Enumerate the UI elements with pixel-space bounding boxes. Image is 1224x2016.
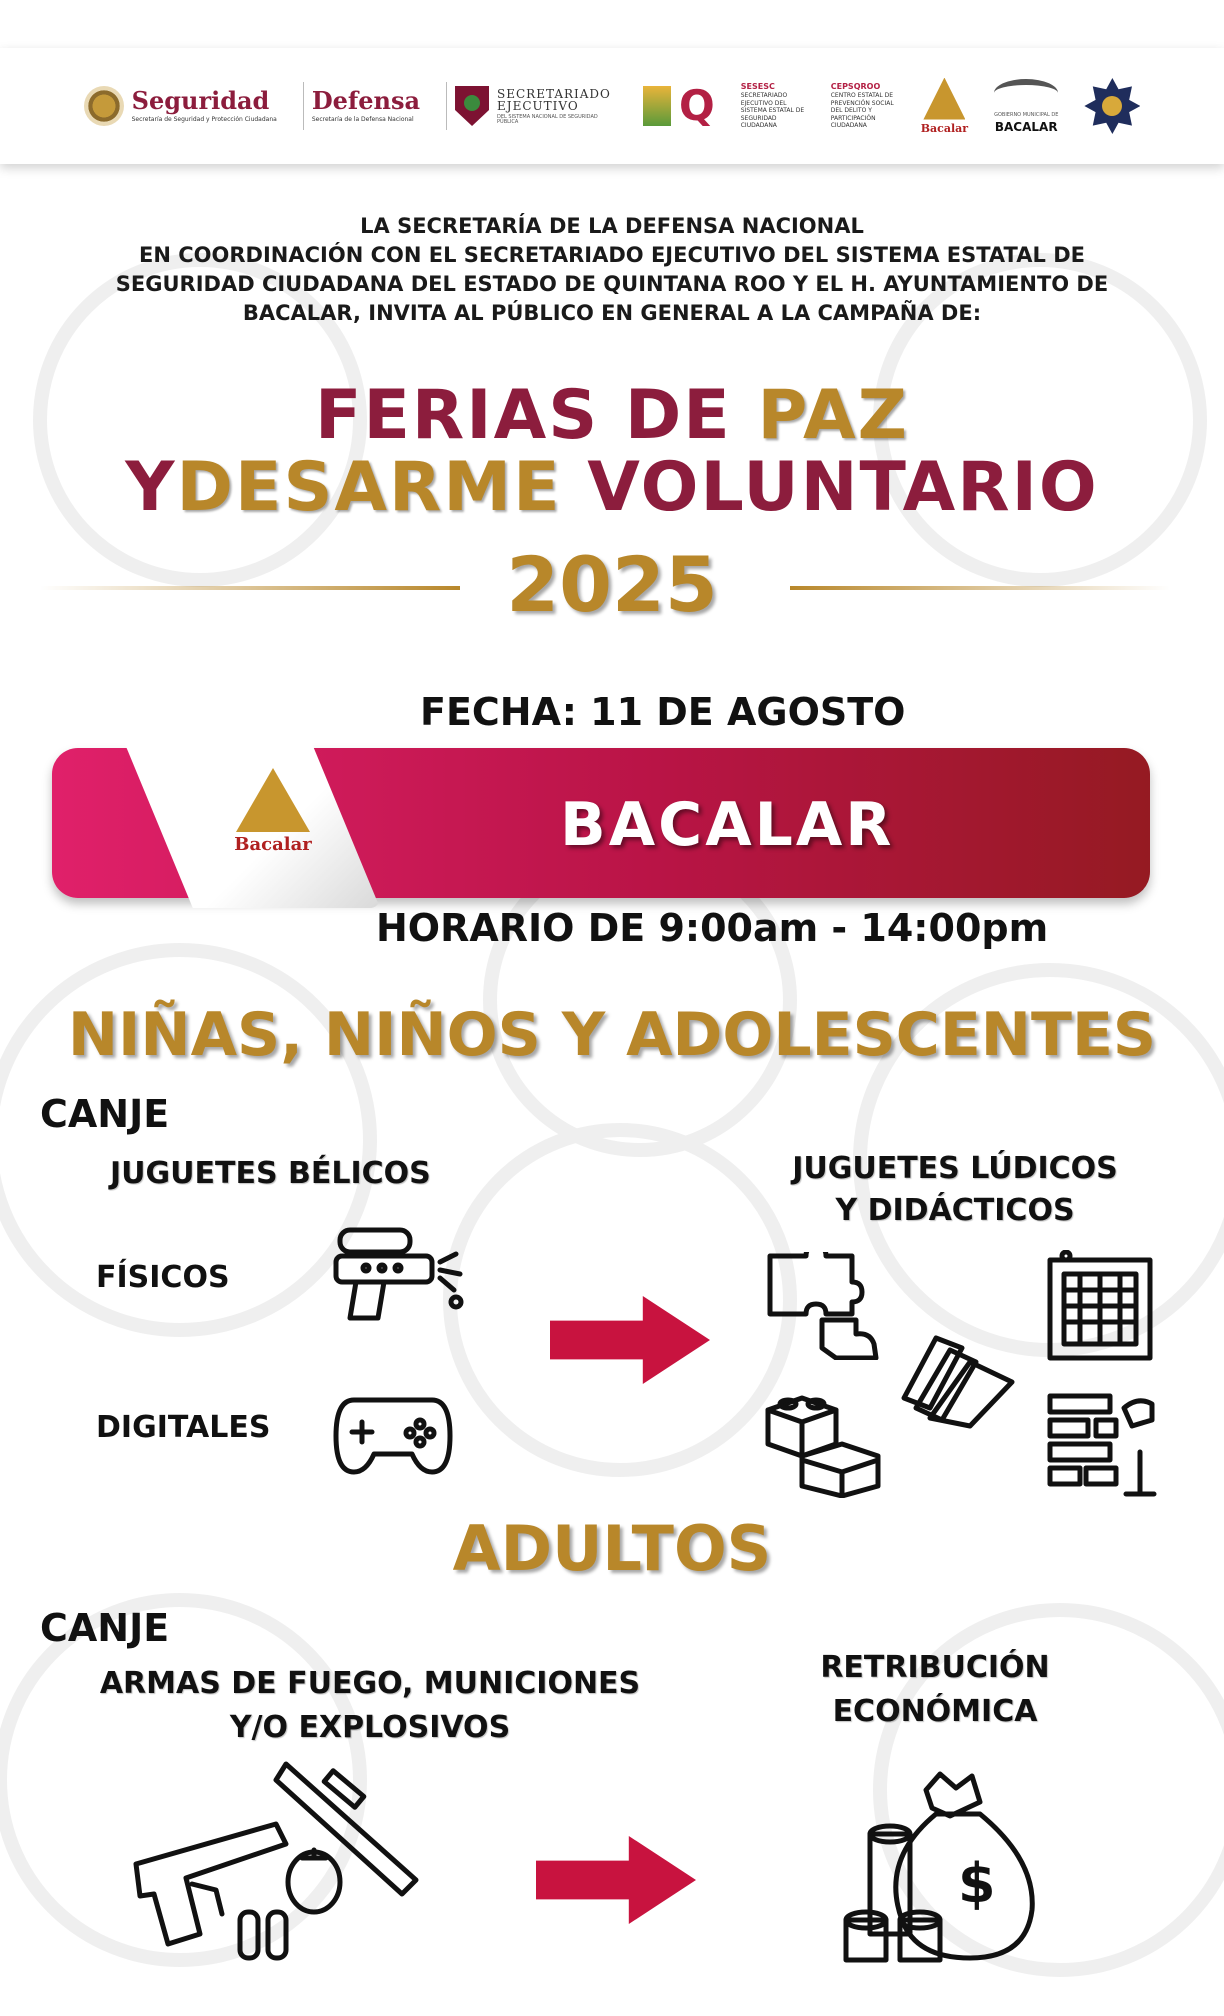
adults-arrow-right-icon xyxy=(536,1836,696,1924)
jenga-icon xyxy=(1046,1390,1158,1498)
campaign-title-line-1 xyxy=(0,376,1224,455)
campaign-year: 2025 xyxy=(506,540,718,629)
logo-cepsqroo xyxy=(831,82,895,130)
kids-arrow-right-icon xyxy=(550,1296,710,1384)
adults-give-title xyxy=(50,1662,690,1750)
logo-seguridad-name: Seguridad xyxy=(131,86,270,115)
logo-defensa-name: Defensa xyxy=(311,86,421,115)
adults-receive-line-1: RETRIBUCIÓN xyxy=(820,1650,1050,1685)
kids-canje-label: CANJE xyxy=(40,1092,170,1136)
logo-seguridad-sub: Secretaría de Seguridad y Protección Ciudadana xyxy=(131,116,277,123)
police-badge-icon xyxy=(1084,78,1140,134)
weapons-icon xyxy=(126,1754,436,1964)
adults-section-title: ADULTOS xyxy=(452,1512,772,1585)
event-schedule: HORARIO DE 9:00am - 14:00pm xyxy=(376,906,1049,950)
title-part-5: VOLUNTARIO xyxy=(561,448,1099,527)
bacalar-logo-text: Bacalar xyxy=(234,834,312,855)
logo-gobierno-sub: GOBIERNO MUNICIPAL DE xyxy=(994,111,1059,118)
intro-line-4: BACALAR, INVITA AL PÚBLICO EN GENERAL A LA CAMPAÑA DE: xyxy=(242,301,982,325)
logo-secretariado xyxy=(446,82,617,130)
bacalar-logo xyxy=(228,768,318,868)
adults-receive-title xyxy=(770,1646,1100,1734)
shield-icon xyxy=(455,86,489,126)
national-seal-icon xyxy=(84,86,124,126)
logo-sesesc-sub: SECRETARIADO EJECUTIVO DEL SISTEMA ESTATAL DE SEGURIDAD CIUDADANA xyxy=(740,92,805,130)
adults-canje-label: CANJE xyxy=(40,1606,170,1650)
logo-sesesc-name: SESESC xyxy=(740,82,775,92)
logo-defensa-sub: Secretaría de la Defensa Nacional xyxy=(311,116,414,123)
kids-digitales-label: DIGITALES xyxy=(96,1410,271,1445)
logo-cepsqroo-name: CEPSQROO xyxy=(830,82,881,92)
logo-gobierno-bacalar xyxy=(994,79,1058,134)
logo-secretariado-name: SECRETARIADO EJECUTIVO xyxy=(497,86,611,113)
adults-receive-line-2: ECONÓMICA xyxy=(832,1694,1038,1729)
intro-line-2: EN COORDINACIÓN CON EL SECRETARIADO EJECUTIVO DEL SISTEMA ESTATAL DE xyxy=(139,243,1085,267)
pyramid-icon xyxy=(236,768,310,832)
logo-bacalar xyxy=(921,78,968,135)
logo-bacalar-name: Bacalar xyxy=(920,121,969,135)
event-date: FECHA: 11 DE AGOSTO xyxy=(420,690,906,734)
wave-icon xyxy=(994,79,1058,107)
logo-secretariado-sub: DEL SISTEMA NACIONAL DE SEGURIDAD PÚBLICA xyxy=(497,113,598,125)
puzzle-icon xyxy=(766,1252,882,1360)
logo-seguridad xyxy=(84,86,277,126)
kids-receive-line-2: Y DIDÁCTICOS xyxy=(835,1193,1075,1228)
adults-give-line-1: ARMAS DE FUEGO, MUNICIONES xyxy=(99,1666,641,1701)
kids-receive-title xyxy=(720,1148,1190,1232)
svg-text:$: $ xyxy=(958,1852,996,1915)
location-name: BACALAR xyxy=(560,790,895,860)
adults-give-line-2: Y/O EXPLOSIVOS xyxy=(229,1710,511,1745)
pyramid-icon xyxy=(923,78,965,120)
title-part-1: FERIAS DE xyxy=(315,376,758,455)
intro-line-3: SEGURIDAD CIUDADANA DEL ESTADO DE QUINTANA ROO Y EL H. AYUNTAMIENTO DE xyxy=(115,272,1109,296)
kids-fisicos-label: FÍSICOS xyxy=(96,1260,230,1295)
money-bag-icon xyxy=(840,1770,1040,1968)
blocks-icon xyxy=(762,1388,884,1498)
campaign-title-line-2 xyxy=(0,448,1224,527)
logo-qroo xyxy=(643,81,715,130)
kids-receive-line-1: JUGUETES LÚDICOS xyxy=(792,1151,1118,1186)
intro-line-1: LA SECRETARÍA DE LA DEFENSA NACIONAL xyxy=(360,214,864,238)
title-part-4: DESARME xyxy=(176,448,562,527)
logo-strip xyxy=(0,48,1224,164)
logo-cepsqroo-sub: CENTRO ESTATAL DE PREVENCIÓN SOCIAL DEL DELITO Y PARTICIPACIÓN CIUDADANA xyxy=(830,92,894,130)
logo-sesesc xyxy=(741,82,805,130)
cards-icon xyxy=(900,1334,1018,1430)
quintana-roo-emblem-icon xyxy=(643,86,671,126)
title-part-2: PAZ xyxy=(757,376,909,455)
title-part-3: Y xyxy=(125,448,177,527)
kids-give-title: JUGUETES BÉLICOS xyxy=(110,1156,431,1191)
logo-gobierno-name: BACALAR xyxy=(994,119,1058,134)
kids-section-title: NIÑAS, NIÑOS Y ADOLESCENTES xyxy=(67,1000,1157,1070)
board-game-icon xyxy=(1046,1250,1156,1362)
q-logo-icon: Q xyxy=(679,81,715,130)
gamepad-icon xyxy=(332,1392,454,1476)
water-gun-icon xyxy=(332,1218,468,1322)
intro-text xyxy=(60,212,1164,328)
logo-defensa xyxy=(303,82,420,130)
